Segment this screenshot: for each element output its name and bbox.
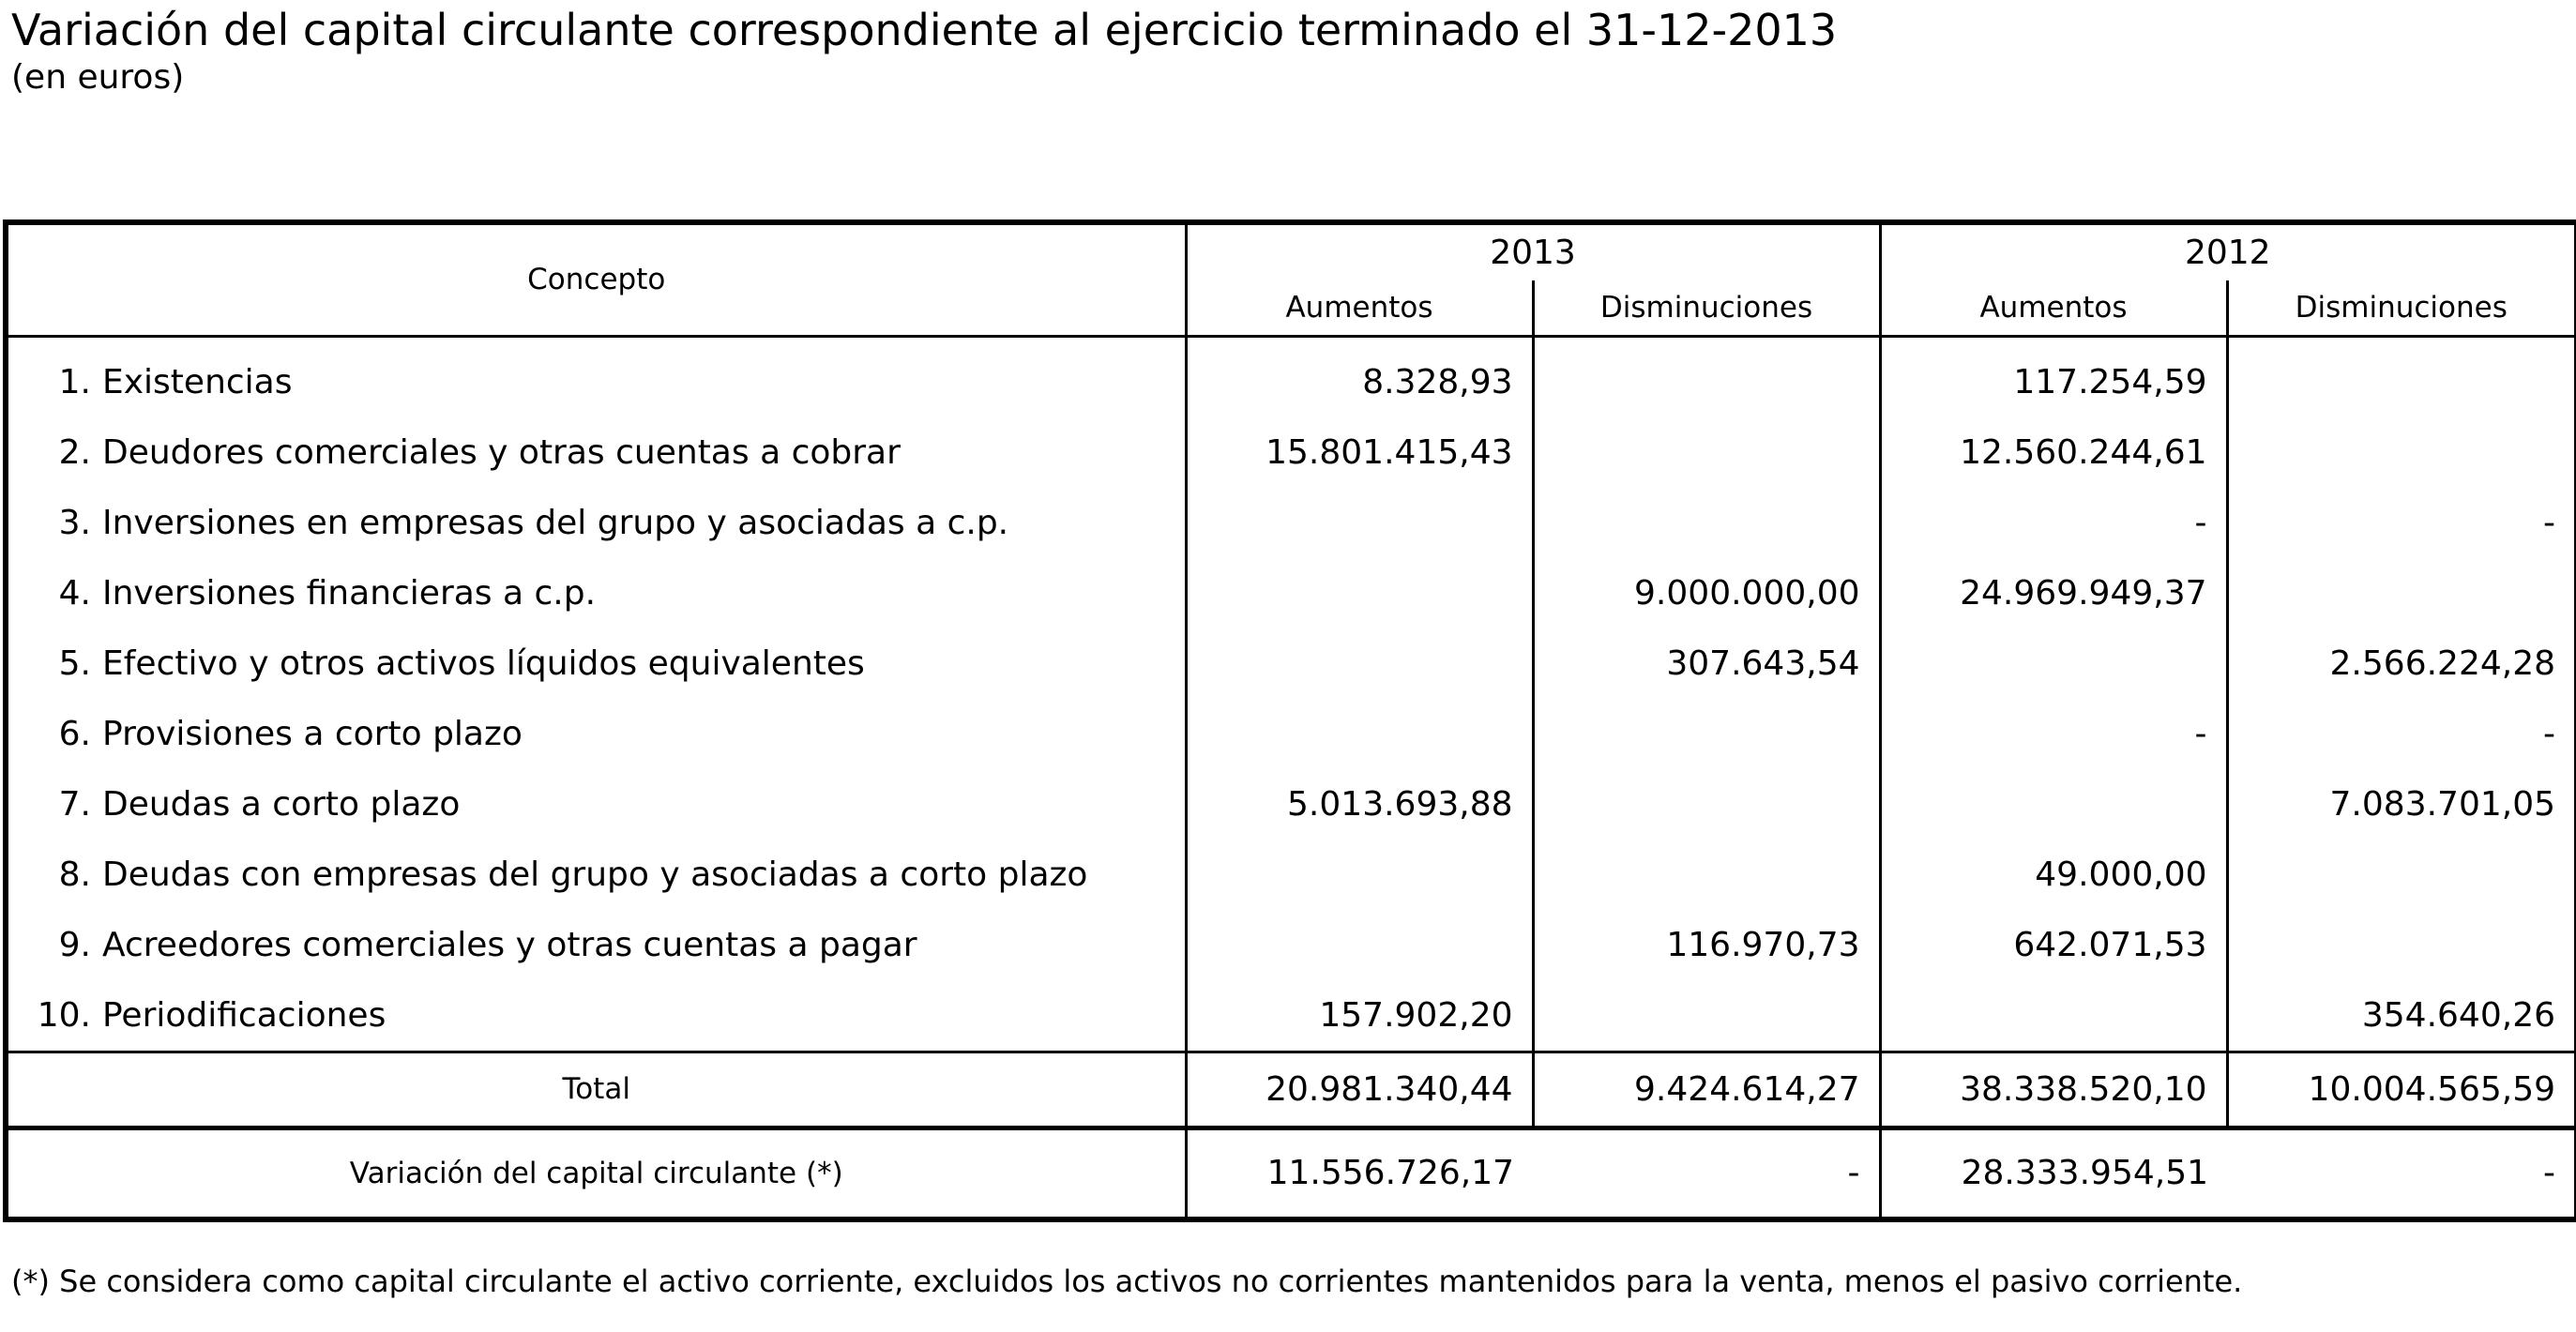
table-row (6, 417, 2576, 488)
row-concept-text: Inversiones en empresas del grupo y asociadas a c.p. (102, 503, 1009, 542)
variation-dec-2012: - (2543, 1154, 2555, 1193)
variation-inc-2012: 28.333.954,51 (1880, 1128, 2227, 1219)
header-disminuciones-2012: Disminuciones (2227, 280, 2576, 336)
row-concept (6, 980, 1186, 1052)
cell-inc-2013: 15.801.415,43 (1186, 417, 1533, 488)
row-concept-text: Periodificaciones (102, 995, 386, 1035)
cell-inc-2013 (1186, 558, 1533, 628)
header-disminuciones-2013: Disminuciones (1533, 280, 1880, 336)
cell-dec-2013: 116.970,73 (1533, 910, 1880, 980)
cell-dec-2012 (2227, 336, 2576, 417)
variation-inc-2013: 11.556.726,17 (1186, 1128, 1533, 1219)
row-concept-text: Existencias (102, 362, 293, 401)
cell-inc-2013 (1186, 699, 1533, 769)
header-year-2012: 2012 (1880, 222, 2576, 280)
row-concept (6, 840, 1186, 910)
row-number: 6. (58, 714, 91, 753)
cell-dec-2012 (2227, 840, 2576, 910)
row-concept-text: Deudas con empresas del grupo y asociadas a corto plazo (102, 855, 1088, 894)
header-concepto: Concepto (527, 263, 666, 297)
row-concept-text: Acreedores comerciales y otras cuentas a pagar (102, 925, 917, 964)
row-number: 8. (58, 855, 91, 894)
cell-inc-2012: 12.560.244,61 (1880, 417, 2227, 488)
variation-dec-2013: - (1847, 1154, 1860, 1193)
cell-inc-2012 (1880, 628, 2227, 699)
row-number: 10. (37, 995, 91, 1035)
cell-dec-2012: - (2227, 699, 2576, 769)
cell-dec-2013 (1533, 769, 1880, 840)
cell-dec-2013 (1533, 417, 1880, 488)
row-concept-text: Deudores comerciales y otras cuentas a cobrar (102, 432, 901, 472)
cell-inc-2013 (1186, 840, 1533, 910)
cell-dec-2013 (1533, 840, 1880, 910)
cell-inc-2012 (1880, 769, 2227, 840)
total-dec-2012: 10.004.565,59 (2227, 1052, 2576, 1128)
table-row (6, 769, 2576, 840)
cell-inc-2012 (1880, 980, 2227, 1052)
table-row (6, 840, 2576, 910)
cell-dec-2013 (1533, 488, 1880, 558)
total-inc-2013: 20.981.340,44 (1186, 1052, 1533, 1128)
header-year-2013: 2013 (1186, 222, 1880, 280)
cell-dec-2012: 354.640,26 (2227, 980, 2576, 1052)
row-concept-text: Deudas a corto plazo (102, 784, 461, 824)
table-row (6, 488, 2576, 558)
cell-dec-2013 (1533, 980, 1880, 1052)
row-number: 9. (58, 925, 91, 964)
table-row (6, 336, 2576, 417)
total-dec-2013: 9.424.614,27 (1533, 1052, 1880, 1128)
row-concept (6, 558, 1186, 628)
row-concept-text: Inversiones financieras a c.p. (102, 573, 597, 613)
row-concept (6, 336, 1186, 417)
header-aumentos-2013: Aumentos (1186, 280, 1533, 336)
row-concept (6, 769, 1186, 840)
cell-inc-2012: 49.000,00 (1880, 840, 2227, 910)
table-row (6, 699, 2576, 769)
cell-dec-2012: 7.083.701,05 (2227, 769, 2576, 840)
row-concept-text: Efectivo y otros activos líquidos equivalentes (102, 643, 865, 683)
cell-dec-2013 (1533, 336, 1880, 417)
cell-inc-2013: 157.902,20 (1186, 980, 1533, 1052)
cell-dec-2012: 2.566.224,28 (2227, 628, 2576, 699)
page-subtitle: (en euros) (11, 58, 185, 97)
table-row (6, 628, 2576, 699)
variation-row (6, 1128, 2576, 1219)
cell-inc-2012: 642.071,53 (1880, 910, 2227, 980)
cell-inc-2013 (1186, 628, 1533, 699)
row-number: 1. (58, 362, 91, 401)
table-row (6, 558, 2576, 628)
cell-inc-2012: 24.969.949,37 (1880, 558, 2227, 628)
cell-inc-2013: 5.013.693,88 (1186, 769, 1533, 840)
cell-inc-2013 (1186, 488, 1533, 558)
cell-dec-2012 (2227, 558, 2576, 628)
variation-label: Variación del capital circulante (*) (349, 1156, 843, 1190)
cell-dec-2013 (1533, 699, 1880, 769)
header-aumentos-2012: Aumentos (1880, 280, 2227, 336)
total-row (6, 1052, 2576, 1128)
row-number: 2. (58, 432, 91, 472)
total-inc-2012: 38.338.520,10 (1880, 1052, 2227, 1128)
cell-dec-2012: - (2227, 488, 2576, 558)
cell-dec-2013: 9.000.000,00 (1533, 558, 1880, 628)
row-number: 7. (58, 784, 91, 824)
row-number: 3. (58, 503, 91, 542)
cell-inc-2012: 117.254,59 (1880, 336, 2227, 417)
cell-inc-2013: 8.328,93 (1186, 336, 1533, 417)
cell-inc-2012: - (1880, 699, 2227, 769)
cell-inc-2013 (1186, 910, 1533, 980)
cell-inc-2012: - (1880, 488, 2227, 558)
row-number: 5. (58, 643, 91, 683)
row-concept (6, 417, 1186, 488)
footnote: (*) Se considera como capital circulante el activo corriente, excluidos los activos no corrientes mantenidos para la venta, menos el pasivo corriente. (11, 1264, 2243, 1299)
page-title: Variación del capital circulante correspondiente al ejercicio terminado el 31-12-2013 (11, 5, 1838, 55)
capital-variation-table (3, 219, 2576, 1222)
cell-dec-2012 (2227, 417, 2576, 488)
cell-dec-2013: 307.643,54 (1533, 628, 1880, 699)
row-concept (6, 699, 1186, 769)
row-concept (6, 910, 1186, 980)
row-concept-text: Provisiones a corto plazo (102, 714, 523, 753)
table-row (6, 980, 2576, 1052)
row-concept (6, 628, 1186, 699)
total-label: Total (562, 1072, 630, 1106)
table-row (6, 910, 2576, 980)
row-concept (6, 488, 1186, 558)
row-number: 4. (58, 573, 91, 613)
cell-dec-2012 (2227, 910, 2576, 980)
